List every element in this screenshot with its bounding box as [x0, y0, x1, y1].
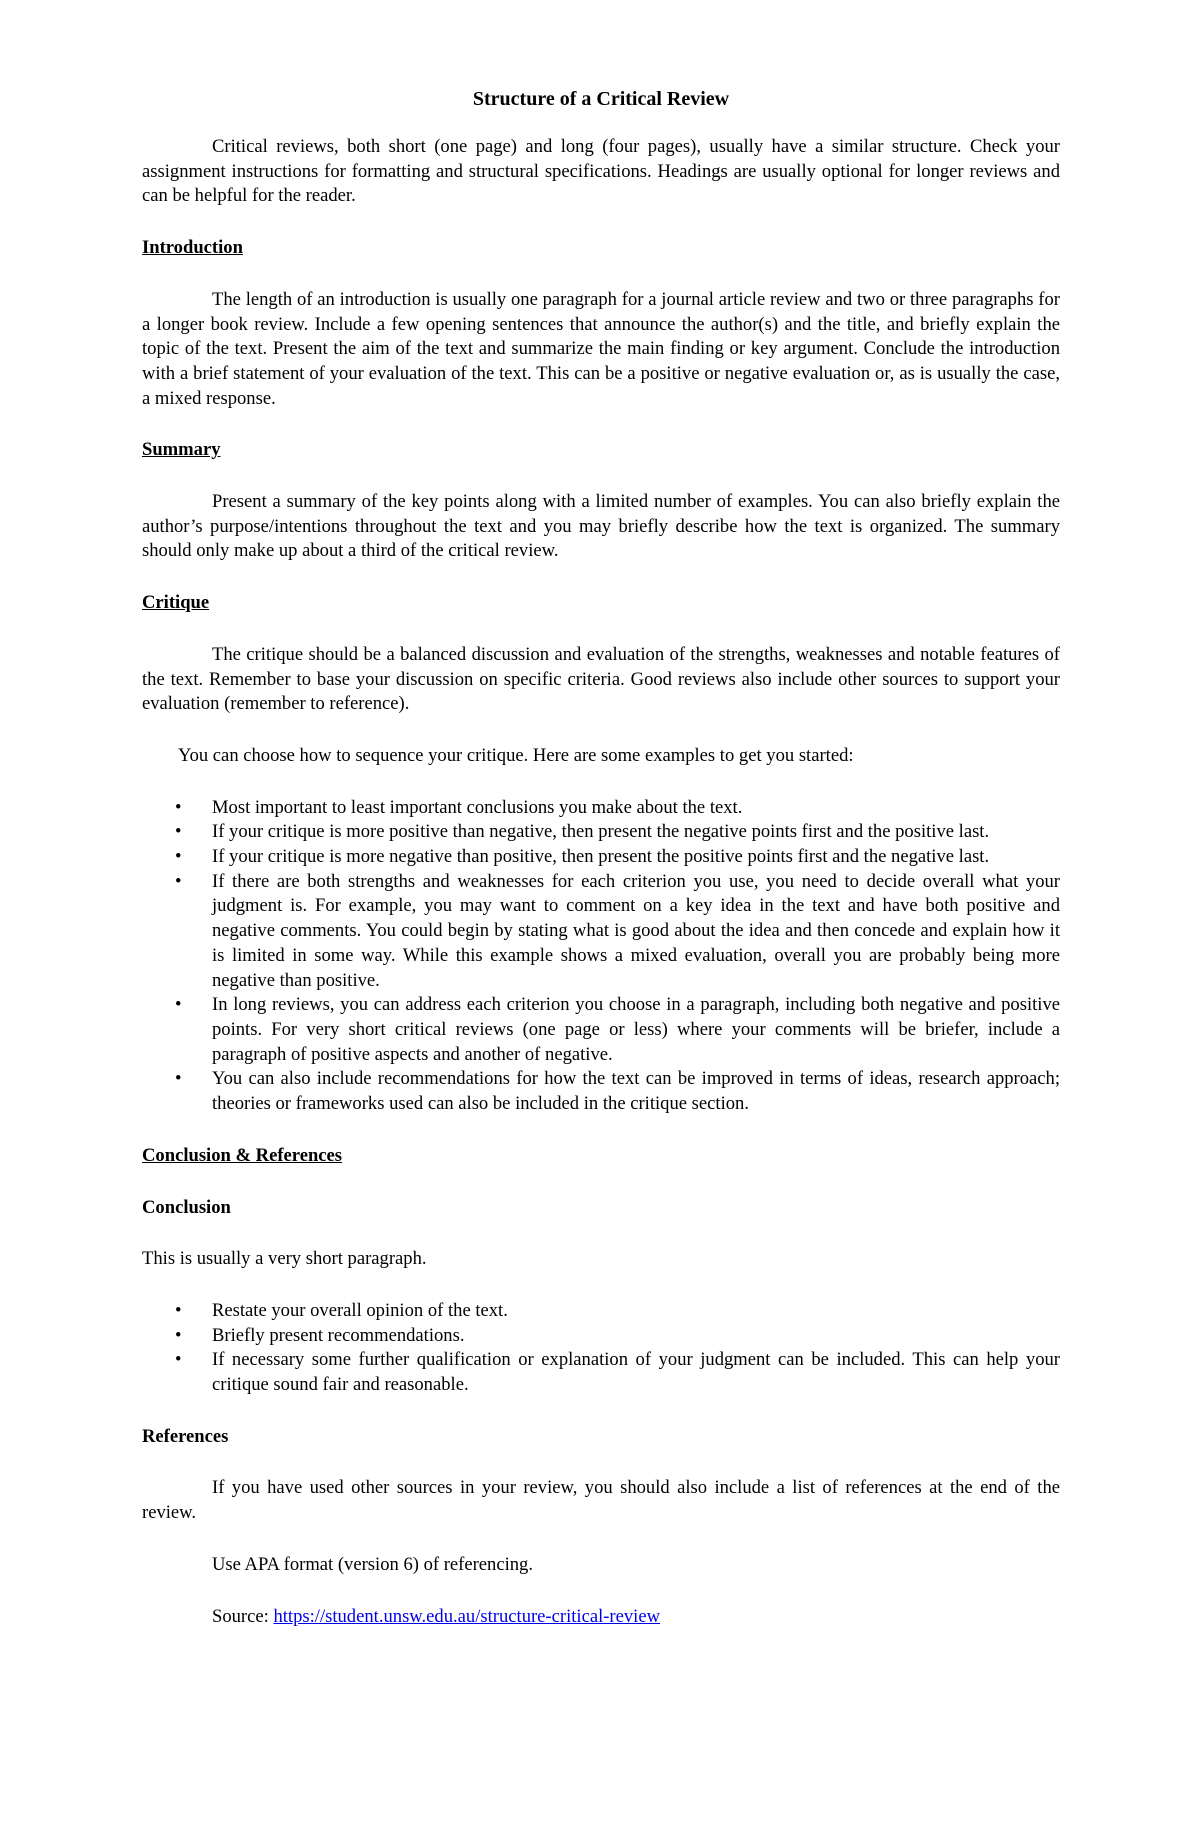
critique-heading: Critique — [142, 592, 210, 614]
conclusion-lead: This is usually a very short paragraph. — [142, 1248, 427, 1270]
source-line — [142, 1605, 1060, 1630]
conclusion-references-heading: Conclusion & References — [142, 1144, 343, 1166]
page-title: Structure of a Critical Review — [472, 88, 730, 110]
critique-lead: You can choose how to sequence your critique. Here are some examples to get you started: — [178, 744, 854, 766]
bullet-icon: • — [175, 1324, 182, 1346]
references-heading: References — [142, 1425, 229, 1447]
bullet-icon: • — [175, 846, 182, 868]
list-item — [142, 796, 1060, 821]
bullet-icon: • — [175, 796, 182, 818]
intro-paragraph: Critical reviews, both short (one page) and long (four pages), usually have a similar structure. Check your assignment instructions for formatting and structural specifications. Headings are usually optional for longer reviews and can be helpful for the reader. — [142, 136, 1060, 207]
bullet-icon: • — [175, 1349, 182, 1371]
list-item-text: In long reviews, you can address each criterion you choose in a paragraph, including both negative and positive points. For very short critical reviews (one page or less) where your comments will be briefer, include a paragraph of positive aspects and another of negative. — [212, 994, 1060, 1065]
critique-bullet-list — [142, 796, 1060, 1117]
conclusion-heading: Conclusion — [142, 1196, 231, 1218]
list-item — [142, 1067, 1060, 1116]
bullet-icon: • — [175, 821, 182, 843]
list-item-text: Briefly present recommendations. — [212, 1324, 465, 1346]
summary-paragraph: Present a summary of the key points along with a limited number of examples. You can also briefly explain the author’s purpose/intentions throughout the text and you may briefly describe how the text is organized. The summary should only make up about a third of the critical review. — [142, 491, 1060, 562]
bullet-icon: • — [175, 1068, 182, 1090]
summary-heading: Summary — [142, 439, 221, 461]
list-item — [142, 845, 1060, 870]
bullet-icon: • — [175, 870, 182, 892]
critique-paragraph: The critique should be a balanced discussion and evaluation of the strengths, weaknesses and notable features of the text. Remember to base your discussion on specific criteria. Good reviews also include other sources to support your evaluation (remember to reference). — [142, 643, 1060, 715]
list-item — [142, 870, 1060, 994]
list-item-text: If necessary some further qualification or explanation of your judgment can be included. This can help your critique sound fair and reasonable. — [212, 1349, 1060, 1396]
bullet-icon: • — [175, 994, 182, 1016]
introduction-paragraph: The length of an introduction is usually one paragraph for a journal article review and two or three paragraphs for a longer book review. Include a few opening sentences that announce the author(s) and the title, and briefly explain the topic of the text. Present the aim of the text and summarize the main finding or key argument. Conclude the introduction with a brief statement of your evaluation of the text. This can be a positive or negative evaluation or, as is usually the case, a mixed response. — [142, 288, 1060, 409]
list-item — [142, 820, 1060, 845]
list-item-text: You can also include recommendations for how the text can be improved in terms of ideas, research approach; theories or frameworks used can also be included in the critique section. — [212, 1068, 1060, 1115]
source-link[interactable]: https://student.unsw.edu.au/structure-critical-review — [273, 1605, 661, 1627]
bullet-icon: • — [175, 1299, 182, 1321]
list-item — [142, 1299, 1060, 1324]
list-item-text: Most important to least important conclusions you make about the text. — [212, 796, 743, 818]
list-item — [142, 1348, 1060, 1397]
document-page — [142, 86, 1060, 1629]
list-item-text: If there are both strengths and weaknesses for each criterion you use, you need to decide overall what your judgment is. For example, you may want to comment on a key idea in the text and have both positive and negative comments. You could begin by stating what is good about the idea and then concede and explain how it is limited in some way. While this example shows a mixed evaluation, overall you are probably being more negative than positive. — [212, 870, 1060, 991]
list-item — [142, 993, 1060, 1067]
source-label: Source: — [212, 1605, 274, 1627]
list-item — [142, 1324, 1060, 1349]
references-paragraph: If you have used other sources in your review, you should also include a list of references at the end of the review. — [142, 1477, 1060, 1524]
list-item-text: If your critique is more positive than negative, then present the negative points first and the positive last. — [212, 821, 990, 843]
apa-format-line: Use APA format (version 6) of referencing. — [212, 1553, 534, 1575]
introduction-heading: Introduction — [142, 237, 243, 259]
conclusion-bullet-list — [142, 1299, 1060, 1398]
list-item-text: If your critique is more negative than positive, then present the positive points first and the negative last. — [212, 846, 990, 868]
list-item-text: Restate your overall opinion of the text. — [212, 1299, 508, 1321]
